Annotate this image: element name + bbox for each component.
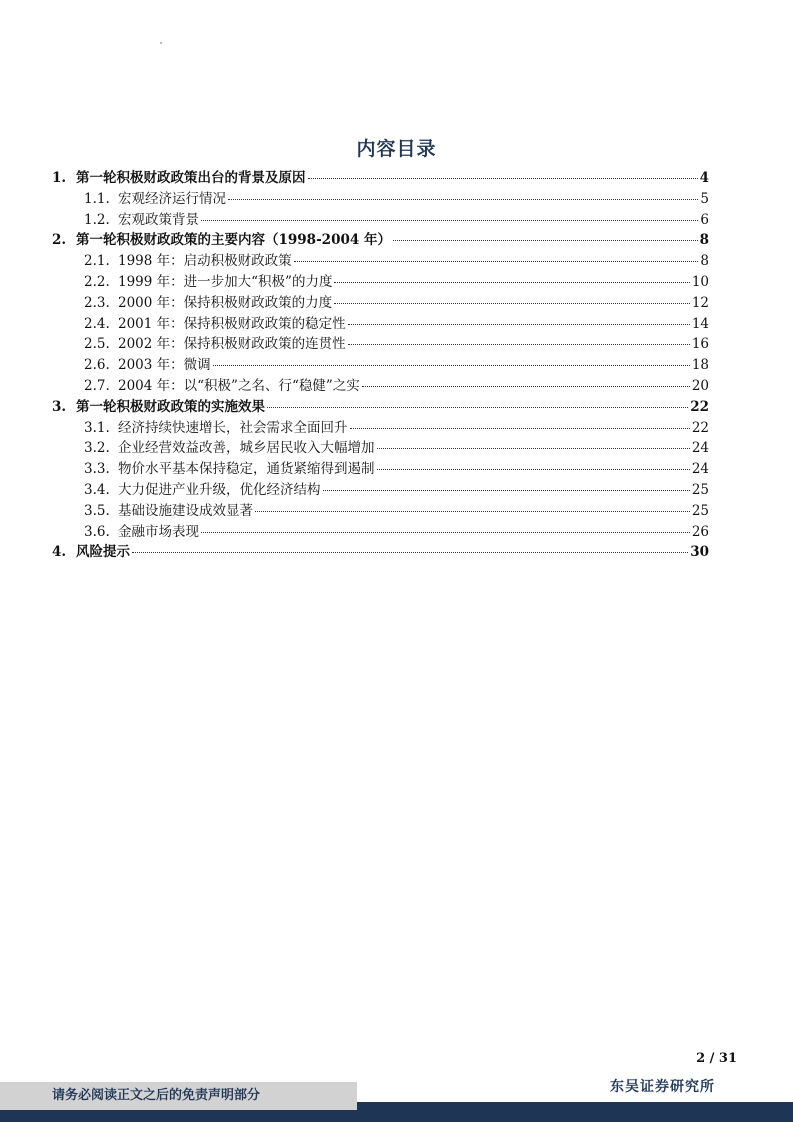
toc-leader-dots xyxy=(308,177,698,179)
toc-leader-dots xyxy=(294,260,699,262)
toc-entry-page: 25 xyxy=(691,481,709,498)
toc-entry[interactable] xyxy=(52,168,709,189)
toc-leader-dots xyxy=(228,198,698,200)
toc-entry-page: 20 xyxy=(691,377,709,394)
toc-leader-dots xyxy=(201,531,690,533)
toc-entry-page: 4 xyxy=(699,170,709,186)
toc-entry-page: 30 xyxy=(690,544,709,561)
toc-entry-label: 物价水平基本保持稳定，通货紧缩得到遏制 xyxy=(118,461,375,478)
toc-entry-page: 14 xyxy=(691,315,709,332)
toc-entry-label: 2000 年：保持积极财政政策的力度 xyxy=(118,294,333,311)
toc-entry-page: 25 xyxy=(691,502,709,519)
toc-leader-dots xyxy=(350,427,690,429)
toc-leader-dots xyxy=(393,239,698,241)
toc-entry-page: 22 xyxy=(690,398,709,415)
toc-entry-label: 基础设施建设成效显著 xyxy=(118,502,253,519)
toc-entry[interactable] xyxy=(52,542,709,563)
toc-entry-page: 12 xyxy=(691,294,709,311)
footer-brand: 东吴证券研究所 xyxy=(610,1079,715,1095)
page-title: 内容目录 xyxy=(356,138,437,160)
toc-entry-page: 16 xyxy=(691,336,709,353)
toc-leader-dots xyxy=(267,406,688,408)
toc-entry-number: 1.2. xyxy=(84,211,110,228)
toc-entry-number: 3.1. xyxy=(84,419,110,436)
toc-entry[interactable] xyxy=(52,355,709,376)
toc-entry-label: 2002 年：保持积极财政政策的连贯性 xyxy=(118,336,346,353)
footer-bar-left xyxy=(0,1110,357,1122)
toc-entry-page: 24 xyxy=(691,461,709,478)
toc-entry-page: 18 xyxy=(691,357,709,374)
toc-leader-dots xyxy=(362,385,690,387)
toc-entry[interactable] xyxy=(52,418,709,439)
toc-entry-number: 2. xyxy=(52,232,67,249)
toc-entry[interactable] xyxy=(52,334,709,355)
toc-entry[interactable] xyxy=(52,459,709,480)
toc-entry-label: 2004 年：以“积极”之名、行“稳健”之实 xyxy=(118,377,360,394)
footer-disclaimer: 请务必阅读正文之后的免责声明部分 xyxy=(0,1082,357,1110)
toc-leader-dots xyxy=(132,551,688,553)
toc-entry-label: 企业经营效益改善，城乡居民收入大幅增加 xyxy=(118,440,375,457)
page-indicator: 2 / 31 xyxy=(696,1051,737,1066)
toc-entry[interactable] xyxy=(52,522,709,543)
toc-entry-label: 经济持续快速增长，社会需求全面回升 xyxy=(118,419,348,436)
toc-leader-dots xyxy=(377,447,690,449)
toc-entry[interactable] xyxy=(52,376,709,397)
toc-entry-number: 1. xyxy=(52,170,67,186)
toc-entry-number: 2.3. xyxy=(84,294,110,311)
toc-entry[interactable] xyxy=(52,314,709,335)
toc-entry[interactable] xyxy=(52,501,709,522)
toc-entry[interactable] xyxy=(52,438,709,459)
toc-leader-dots xyxy=(334,281,689,283)
toc-entry-page: 24 xyxy=(691,440,709,457)
toc-entry-page: 6 xyxy=(700,211,709,228)
toc-entry-number: 3.3. xyxy=(84,461,110,478)
toc-entry[interactable] xyxy=(52,293,709,314)
toc-entry[interactable] xyxy=(52,480,709,501)
toc-entry-number: 2.5. xyxy=(84,336,110,353)
toc-leader-dots xyxy=(255,510,690,512)
toc-entry-page: 10 xyxy=(691,273,709,290)
toc-entry-label: 1999 年：进一步加大“积极”的力度 xyxy=(118,273,333,290)
toc-entry-page: 5 xyxy=(700,190,709,207)
toc-entry-label: 金融市场表现 xyxy=(118,523,199,540)
toc-entry[interactable] xyxy=(52,210,709,231)
toc-entry-page: 8 xyxy=(699,232,709,249)
toc-leader-dots xyxy=(334,302,690,304)
toc-entry[interactable] xyxy=(52,189,709,210)
toc-entry[interactable] xyxy=(52,272,709,293)
toc-entry-page: 26 xyxy=(691,523,709,540)
toc-leader-dots xyxy=(348,323,690,325)
toc-entry-label: 2003 年：微调 xyxy=(118,357,211,374)
toc-entry[interactable] xyxy=(52,397,709,418)
footer-bar xyxy=(357,1102,793,1122)
toc-leader-dots xyxy=(323,489,690,491)
toc-entry-number: 2.1. xyxy=(84,253,110,270)
toc-entry-number: 3. xyxy=(52,398,67,415)
toc-entry[interactable] xyxy=(52,230,709,251)
toc-entry-number: 3.5. xyxy=(84,502,110,519)
toc-entry-number: 2.4. xyxy=(84,315,110,332)
toc-entry-label: 大力促进产业升级，优化经济结构 xyxy=(118,481,321,498)
toc-leader-dots xyxy=(377,468,690,470)
toc-entry-label: 第一轮积极财政政策的主要内容（1998-2004 年） xyxy=(76,232,391,249)
toc-entry-page: 8 xyxy=(700,253,709,270)
toc-entry-label: 第一轮积极财政政策的实施效果 xyxy=(76,398,265,415)
toc-entry-number: 3.6. xyxy=(84,523,110,540)
toc-entry-page: 22 xyxy=(691,419,709,436)
toc-entry-number: 4. xyxy=(52,544,67,561)
toc-entry-number: 2.6. xyxy=(84,357,110,374)
toc-entry-label: 第一轮积极财政政策出台的背景及原因 xyxy=(76,170,306,186)
toc-leader-dots xyxy=(348,343,690,345)
toc-entry-label: 风险提示 xyxy=(76,544,130,561)
toc-entry-number: 2.7. xyxy=(84,377,110,394)
toc-leader-dots xyxy=(213,364,690,366)
toc-entry-label: 2001 年：保持积极财政政策的稳定性 xyxy=(118,315,346,332)
toc-entry[interactable] xyxy=(52,251,709,272)
toc-entry-number: 3.2. xyxy=(84,440,110,457)
toc-entry-label: 1998 年：启动积极财政政策 xyxy=(118,253,292,270)
toc-leader-dots xyxy=(201,219,698,221)
toc-entry-number: 2.2. xyxy=(84,273,110,290)
toc-entry-label: 宏观经济运行情况 xyxy=(118,190,226,207)
table-of-contents xyxy=(52,168,709,563)
toc-entry-number: 3.4. xyxy=(84,481,110,498)
toc-entry-number: 1.1. xyxy=(84,190,110,207)
scan-mark xyxy=(160,42,162,44)
toc-entry-label: 宏观政策背景 xyxy=(118,211,199,228)
